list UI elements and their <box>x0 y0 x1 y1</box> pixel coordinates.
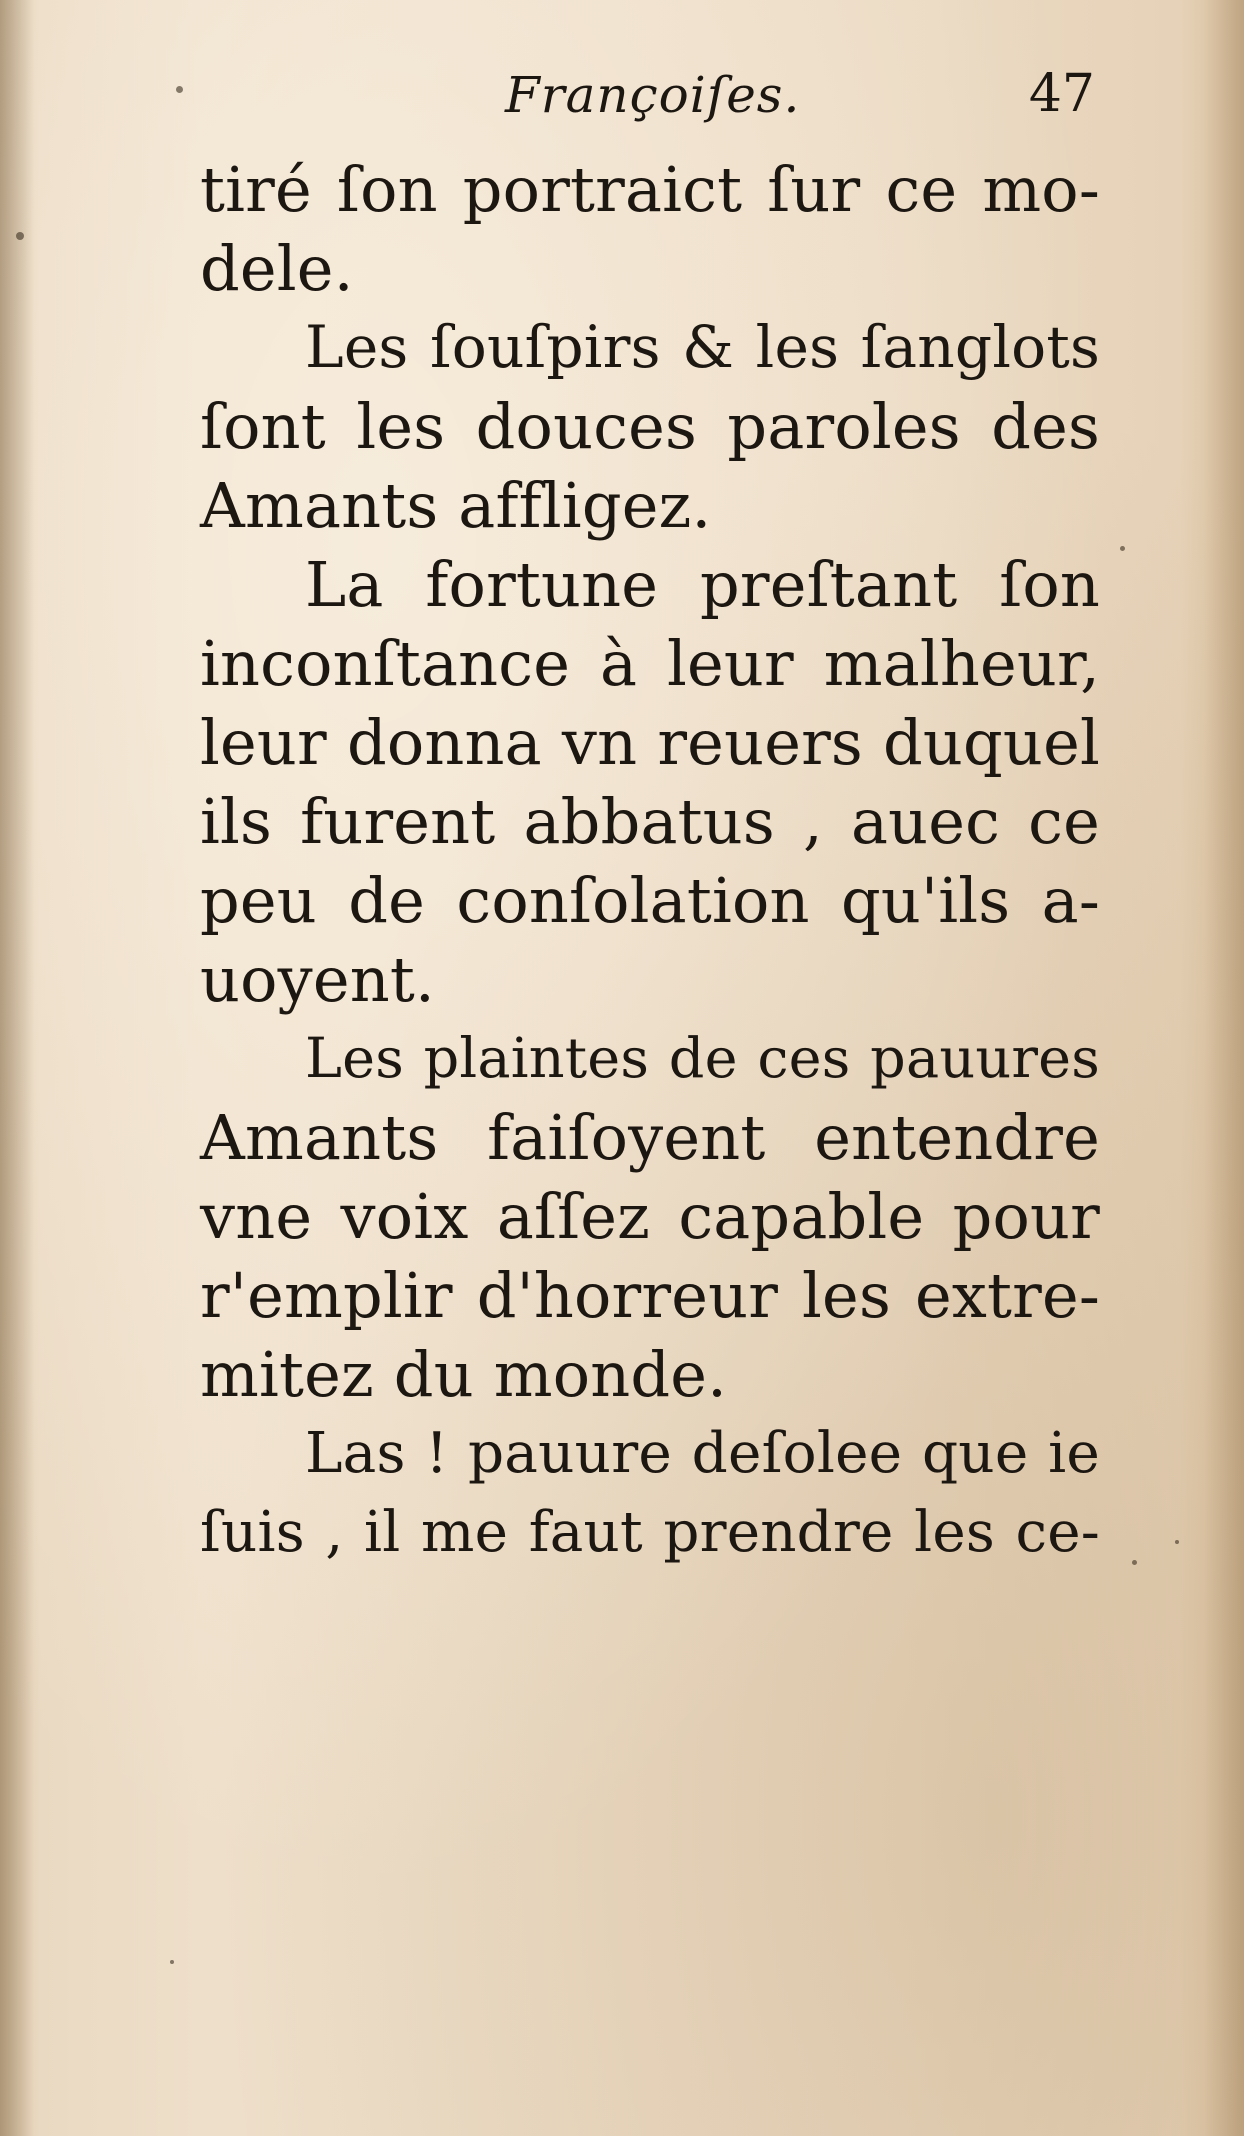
text-line: Amants affligez. <box>200 469 712 542</box>
text-line: Las ! pauure deſolee que ie <box>305 1421 1100 1486</box>
text-line: uoyent. <box>200 943 435 1016</box>
running-title: Françoiſes. <box>505 66 801 124</box>
text-line: Les ſouſpirs & les ſanglots <box>305 313 1100 381</box>
page-number: 47 <box>1028 64 1095 124</box>
text-line: tiré ſon portraict ſur ce mo- <box>200 153 1100 226</box>
text-line: leur donna vn reuers duquel <box>200 706 1100 779</box>
text-line: dele. <box>200 232 354 305</box>
text-line: Les plaintes de ces pauures <box>305 1026 1100 1091</box>
text-line: peu de conſolation qu'ils a- <box>200 864 1100 937</box>
text-line: Amants faiſoyent entendre <box>200 1101 1100 1174</box>
text-line: ſont les douces paroles des <box>200 390 1100 463</box>
text-line: ils furent abbatus , auec ce <box>200 785 1100 858</box>
text-line: La fortune preſtant ſon <box>305 548 1100 621</box>
body-text <box>200 150 1100 1572</box>
text-line: mitez du monde. <box>200 1338 728 1411</box>
text-line: inconſtance à leur malheur, <box>200 627 1100 700</box>
text-line: r'emplir d'horreur les extre- <box>200 1259 1100 1332</box>
text-line: vne voix aſſez capable pour <box>200 1180 1100 1253</box>
text-line: ſuis , il me faut prendre les ce- <box>200 1500 1100 1565</box>
running-header <box>200 56 1100 136</box>
